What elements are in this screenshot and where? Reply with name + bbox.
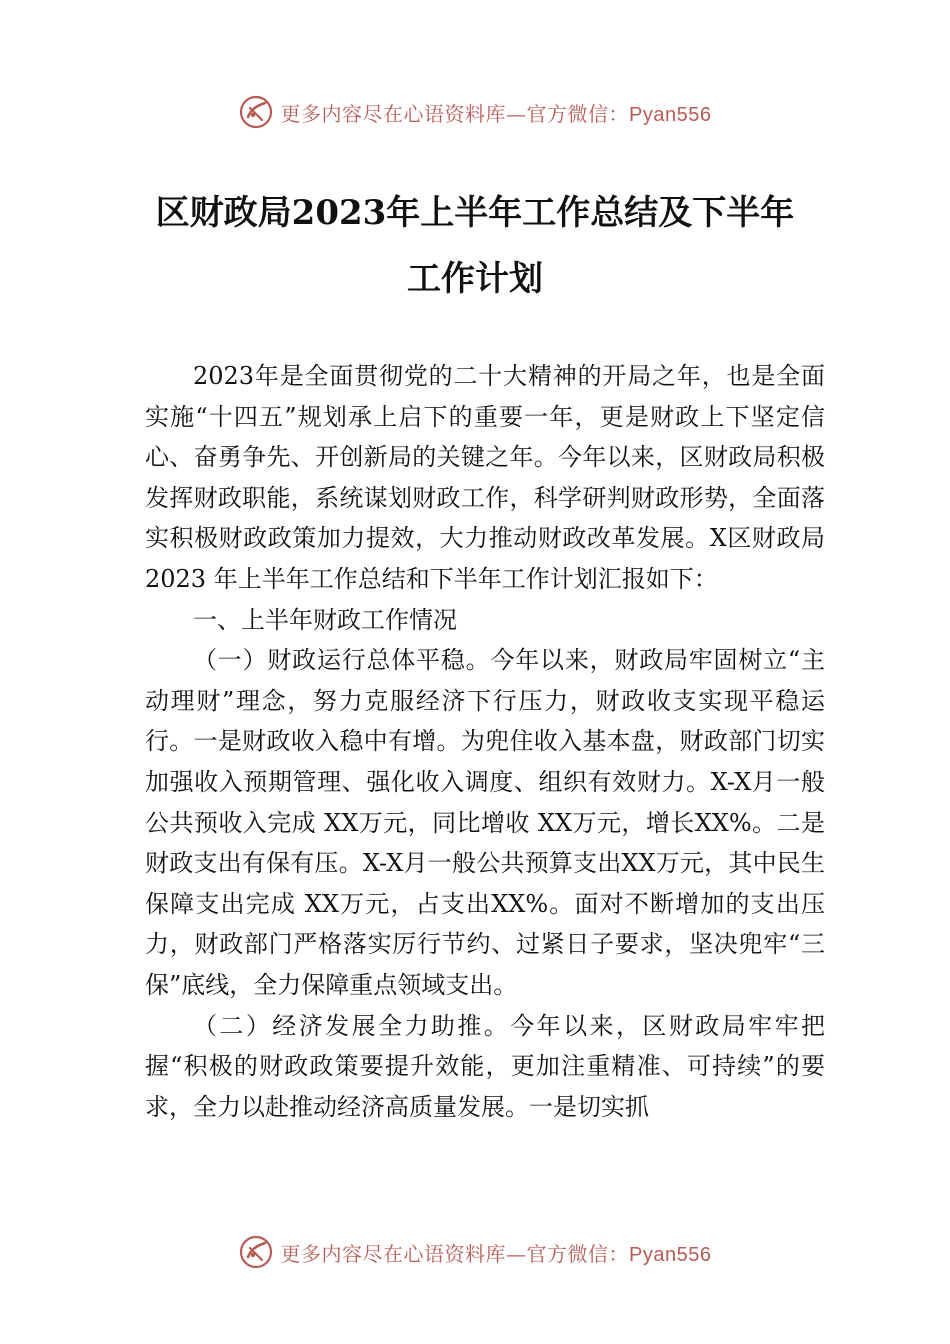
title-line-1: 区财政局2023年上半年工作总结及下半年 (155, 193, 795, 233)
paragraph-intro: 2023年是全面贯彻党的二十大精神的开局之年，也是全面实施“十四五”规划承上启下的重要一年，更是财政上下坚定信心、奋勇争先、开创新局的关键之年。今年以来，区财政局积极发挥财政职能，系统谋划财政工作，科学研判财政形势，全面落实积极财政政策加力提效，大力推动财政改革发展。X区财政局 2023 年上半年工作总结和下半年工作计划汇报如下： (145, 362, 825, 593)
document-title (0, 180, 950, 312)
seal-logo-icon (239, 95, 273, 129)
paragraph-economic-development: （二）经济发展全力助推。今年以来，区财政局牢牢把握“积极的财政政策要提升效能，更加注重精准、可持续”的要求，全力以赴推动经济高质量发展。一是切实抓 (145, 1011, 825, 1121)
section-heading: 一、上半年财政工作情况 (193, 605, 457, 634)
header-banner (0, 92, 950, 132)
footer-banner (0, 1232, 950, 1272)
paragraph-finance-operation: （一）财政运行总体平稳。今年以来，财政局牢固树立“主动理财”理念，努力克服经济下行压力，财政收支实现平稳运行。一是财政收入稳中有增。为兜住收入基本盘，财政部门切实加强收入预期管理、强化收入调度、组织有效财力。X-X月一般公共预收入完成 XX万元，同比增收 XX万元，增长XX%。二是财政支出有保有压。X-X月一般公共预算支出XX万元，其中民生保障支出完成 XX万元，占支出XX%。面对不断增加的支出压力，财政部门严格落实厉行节约、过紧日子要求，坚决兜牢“三保”底线，全力保障重点领域支出。 (145, 646, 825, 999)
wechat-id: Pyan556 (629, 1243, 712, 1266)
seal-logo-icon (239, 1235, 273, 1269)
banner-text: 更多内容尽在心语资料库—官方微信：Pyan556 (280, 1241, 712, 1266)
banner-text: 更多内容尽在心语资料库—官方微信：Pyan556 (280, 101, 712, 126)
title-line-2: 工作计划 (407, 259, 543, 299)
wechat-id: Pyan556 (629, 103, 712, 126)
document-body (145, 356, 825, 1127)
